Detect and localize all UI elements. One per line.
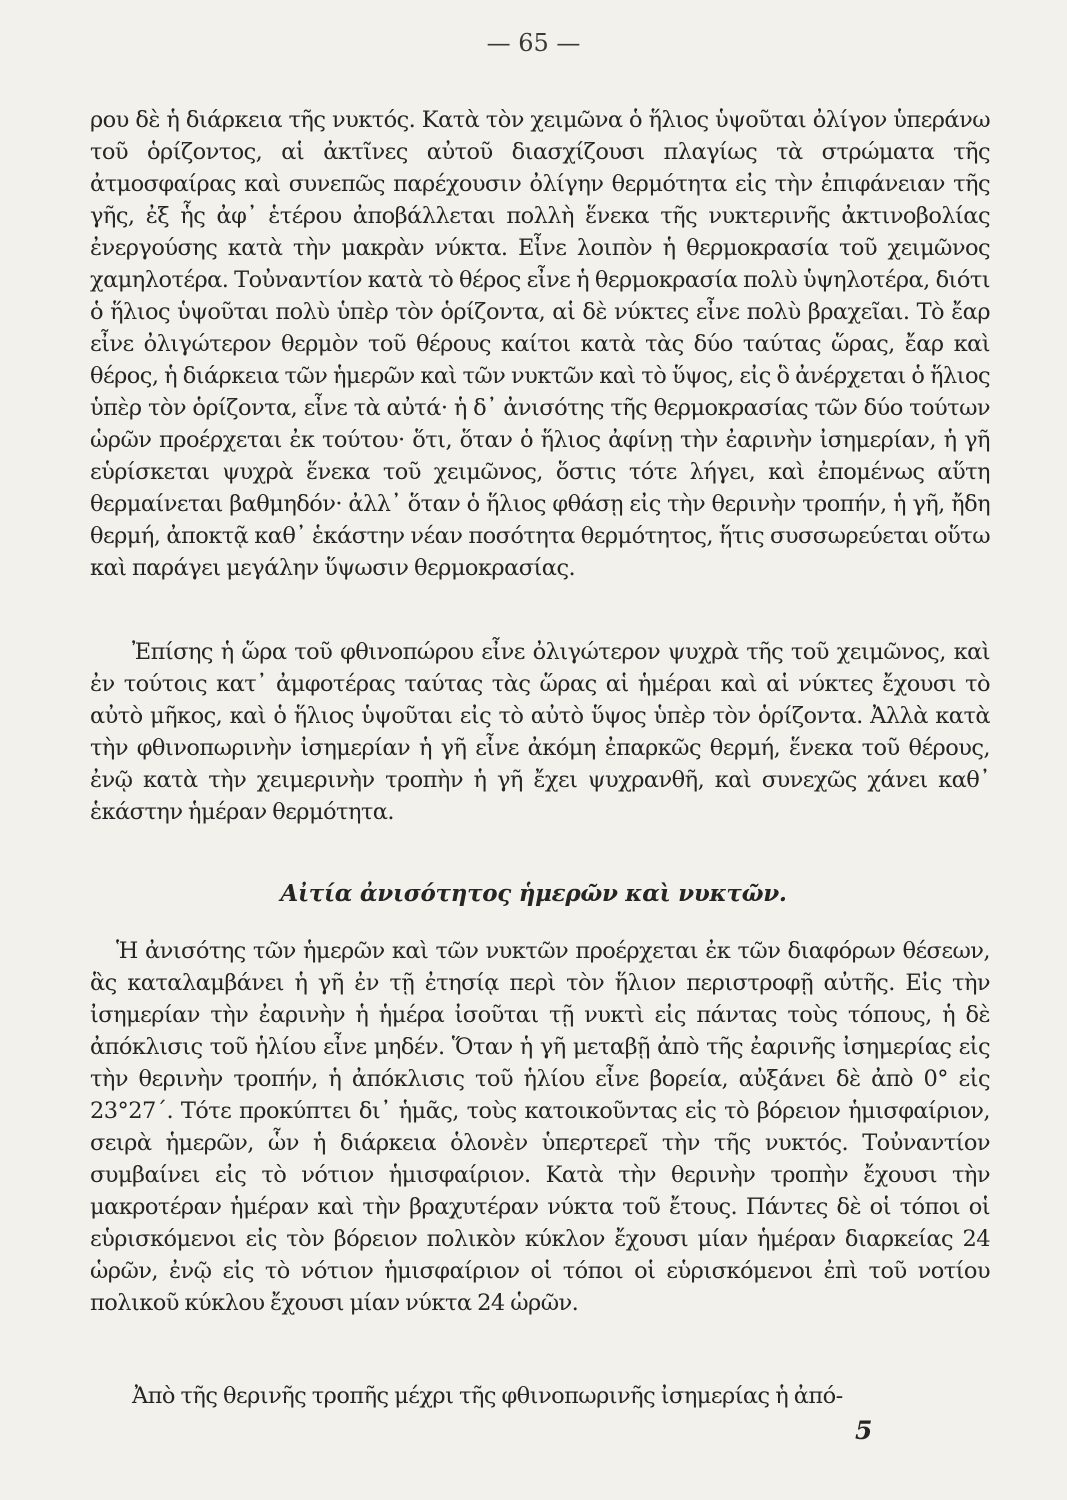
paragraph-continuation: Ἀπὸ τῆς θερινῆς τροπῆς μέχρι τῆς φθινοπωρινῆς ἰσημερίας ἡ ἀπό- bbox=[132, 1383, 843, 1409]
section-heading: Αἰτία ἀνισότητος ἡμερῶν καὶ νυκτῶν. bbox=[280, 880, 787, 907]
signature-mark: 5 bbox=[855, 1416, 873, 1445]
paragraph-winter-summer: ρου δὲ ἡ διάρκεια τῆς νυκτός. Κατὰ τὸν χειμῶνα ὁ ἥλιος ὑψοῦται ὀλίγον ὑπεράνω τοῦ ὁρίζοντος, αἱ ἀκτῖνες αὐτοῦ διασχίζουσι πλαγίως τὰ στρώματα τῆς ἀτμοσφαίρας καὶ συνεπῶς παρέχουσιν ὀλίγην θερμότητα εἰς τὴν ἐπιφάνειαν τῆς γῆς, ἐξ ἧς ἀφ᾽ ἑτέρου ἀποβάλλεται πολλὴ ἕνεκα τῆς νυκτερινῆς ἀκτινοβολίας ἐνεργούσης κατὰ τὴν μακρὰν νύκτα. Εἶνε λοιπὸν ἡ θερμοκρασία τοῦ χειμῶνος χαμηλοτέρα. Τοὐναντίον κατὰ τὸ θέρος εἶνε ἡ θερμοκρασία πολὺ ὑψηλοτέρα, διότι ὁ ἥλιος ὑψοῦται πολὺ ὑπὲρ τὸν ὁρίζοντα, αἱ δὲ νύκτες εἶνε πολὺ βραχεῖαι. Τὸ ἔαρ εἶνε ὀλιγώτερον θερμὸν τοῦ θέρους καίτοι κατὰ τὰς δύο ταύτας ὥρας, ἔαρ καὶ θέρος, ἡ διάρκεια τῶν ἡμερῶν καὶ τῶν νυκτῶν καὶ τὸ ὕψος, εἰς ὃ ἀνέρχεται ὁ ἥλιος ὑπὲρ τὸν ὁρίζοντα, εἶνε τὰ αὐτά· ἡ δ᾽ ἀνισότης τῆς θερμοκρασίας τῶν δύο τούτων ὡρῶν προέρχεται ἐκ τούτου· ὅτι, ὅταν ὁ ἥλιος ἀφίνῃ τὴν ἐαρινὴν ἰσημερίαν, ἡ γῆ εὑρίσκεται ψυχρὰ ἕνεκα τοῦ χειμῶνος, ὅστις τότε λήγει, καὶ ἐπομένως αὕτη θερμαίνεται βαθμηδόν· ἀλλ᾽ ὅταν ὁ ἥλιος φθάσῃ εἰς τὴν θερινὴν τροπήν, ἡ γῆ, ἤδη θερμή, ἀποκτᾷ καθ᾽ ἑκάστην νέαν ποσότητα θερμότητος, ἥτις συσσωρεύεται οὕτω καὶ παράγει μεγάλην ὕψωσιν θερμοκρασίας. bbox=[90, 107, 990, 581]
paragraph-autumn: Ἐπίσης ἡ ὥρα τοῦ φθινοπώρου εἶνε ὀλιγώτερον ψυχρὰ τῆς τοῦ χειμῶνος, καὶ ἐν τούτοις κατ᾽ ἀμφοτέρας ταύτας τὰς ὥρας αἱ ἡμέραι καὶ αἱ νύκτες ἔχουσι τὸ αὐτὸ μῆκος, καὶ ὁ ἥλιος ὑψοῦται εἰς τὸ αὐτὸ ὕψος ὑπὲρ τὸν ὁρίζοντα. Ἀλλὰ κατὰ τὴν φθινοπωρινὴν ἰσημερίαν ἡ γῆ εἶνε ἀκόμη ἐπαρκῶς θερμή, ἕνεκα τοῦ θέρους, ἐνῷ κατὰ τὴν χειμερινὴν τροπὴν ἡ γῆ ἔχει ψυχρανθῆ, καὶ συνεχῶς χάνει καθ᾽ ἑκάστην ἡμέραν θερμότητα. bbox=[90, 639, 990, 825]
paragraph-inequality-cause: Ἡ ἀνισότης τῶν ἡμερῶν καὶ τῶν νυκτῶν προέρχεται ἐκ τῶν διαφόρων θέσεων, ἃς καταλαμβάνει ἡ γῆ ἐν τῇ ἐτησίᾳ περὶ τὸν ἥλιον περιστροφῇ αὐτῆς. Εἰς τὴν ἰσημερίαν τὴν ἐαρινὴν ἡ ἡμέρα ἰσοῦται τῇ νυκτὶ εἰς πάντας τοὺς τόπους, ἡ δὲ ἀπόκλισις τοῦ ἡλίου εἶνε μηδέν. Ὅταν ἡ γῆ μεταβῇ ἀπὸ τῆς ἐαρινῆς ἰσημερίας εἰς τὴν θερινὴν τροπήν, ἡ ἀπόκλισις τοῦ ἡλίου εἶνε βορεία, αὐξάνει δὲ ἀπὸ 0° εἰς 23°27΄. Τότε προκύπτει δι᾽ ἡμᾶς, τοὺς κατοικοῦντας εἰς τὸ βόρειον ἡμισφαίριον, σειρὰ ἡμερῶν, ὧν ἡ διάρκεια ὁλονὲν ὑπερτερεῖ τὴν τῆς νυκτός. Τοὐναντίον συμβαίνει εἰς τὸ νότιον ἡμισφαίριον. Κατὰ τὴν θερινὴν τροπὴν ἔχουσι τὴν μακροτέραν ἡμέραν καὶ τὴν βραχυτέραν νύκτα τοῦ ἔτους. Πάντες δὲ οἱ τόποι οἱ εὑρισκόμενοι εἰς τὸν βόρειον πολικὸν κύκλον ἔχουσι μίαν ἡμέραν διαρκείας 24 ὡρῶν, ἐνῷ εἰς τὸ νότιον ἡμισφαίριον οἱ τόποι οἱ εὑρισκόμενοι ἐπὶ τοῦ νοτίου πολικοῦ κύκλου ἔχουσι μίαν νύκτα 24 ὡρῶν. bbox=[90, 938, 990, 1316]
page-number: — 65 — bbox=[486, 29, 581, 57]
